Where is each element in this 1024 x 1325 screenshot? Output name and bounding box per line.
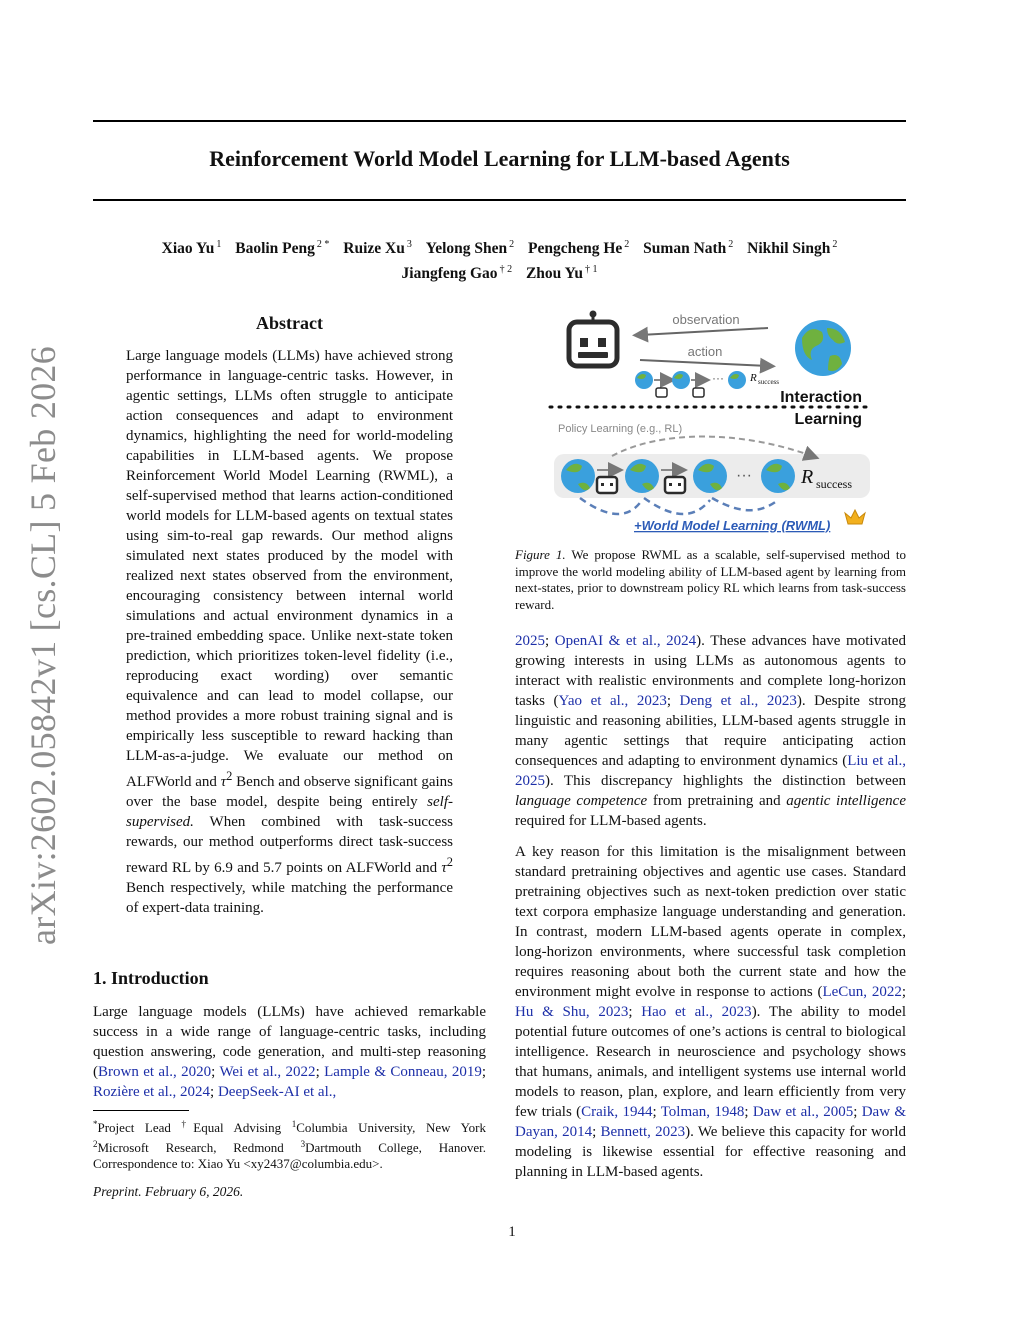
environment-globe-icon [795,320,851,376]
action-label: action [687,344,723,359]
footnote-rule [93,1110,189,1111]
introduction-paragraph: A key reason for this limitation is the misalignment between standard pretraining objectives and agentic use cases. Standard pretraining objectives such as next-token prediction over static text corpora emphasize language understanding and generation. In contrast, modern LLM-based agents operate in complex, long-horizon environments, where successful task completion requires reasoning about both the current state and how the environment might evolve in response to actions (LeCun, 2022; Hu & Shu, 2023; Hao et al., 2023). The ability to model potential future outcomes of one’s actions is central to biological intelligence. Research in neuroscience and psychology shows that humans, animals, and intelligent systems use internal world models to reason, plan, explore, and learn efficiently from very few trials (Craik, 1944; Tolman, 1948; Daw et al., 2005; Daw & Dayan, 2014; Bennett, 2023). We believe this capacity for world modeling is likewise essential for effective reasoning and planning in LLM-based agents. [515,844,907,1180]
figure-1-diagram [540,308,885,540]
citation-link[interactable]: Brown et al., 2020 [98,1064,212,1080]
author: Yelong Shen $^2$ [425,239,515,257]
rwml-dashed-arrow [712,498,778,510]
rwml-dashed-arrow [644,498,710,514]
paper-title: Reinforcement World Model Learning for LLM-based Agents [209,146,790,171]
introduction-heading: 1. Introduction [93,968,209,988]
action-arrow [640,360,768,366]
author: Pengcheng He $^2$ [528,239,630,257]
interaction-learning-label: Learning [794,411,862,428]
citation-link[interactable]: Deng et al., 2023 [679,693,797,709]
policy-learning-label: Policy Learning (e.g., RL) [558,423,683,435]
author: Nikhil Singh $^2$ [747,239,838,257]
citation-link[interactable]: OpenAI & et al., 2024 [554,633,697,649]
citation-link[interactable]: Hao et al., 2023 [641,1004,752,1020]
author: Ruize Xu $^3$ [343,239,412,257]
figure-caption: Figure 1. We propose RWML as a scalable, self-supervised method to improve the world modeling ability of LLM-based agent by learning from next-states, prior to downstream policy RL which learns from task-success reward. [515,547,906,612]
crown-icon [845,510,865,524]
author: Zhou Yu $^{\dagger 1}$ [525,264,598,282]
r-success-small-subscript: success [758,378,779,386]
citation-link[interactable]: Craik, 1944 [581,1104,653,1120]
footnote: *Project Lead †Equal Advising $^1$Columbia University, New York $^2$Microsoft Research, Redmond $^3$Dartmouth College, Hanover. Correspondence to: Xiao Yu <xy2437@columbia.edu>. [93,1119,487,1171]
citation-link[interactable]: LeCun, 2022 [822,984,902,1000]
citation-link[interactable]: Tolman, 1948 [660,1104,745,1120]
ellipsis: ··· [736,467,752,484]
author: Xiao Yu $^1$ [161,239,222,257]
r-success-subscript: success [816,477,852,491]
observation-arrow [640,328,768,335]
author: Baolin Peng $^{2 *}$ [235,239,330,257]
r-success-symbol: R [801,466,814,488]
interaction-learning-label: Interaction [780,389,862,406]
author: Jiangfeng Gao $^{\dagger 2}$ [401,264,513,282]
citation-link[interactable]: Bennett, 2023 [600,1124,686,1140]
abstract-text: Large language models (LLMs) have achieved strong performance in language-centric tasks. However, in agentic settings, LLMs often struggle to anticipate action consequences and adapt to environment dynamics, highlighting the need for world-modeling capabilities in LLM-based agents. We propose Reinforcement World Model Learning (RWML), a self-supervised method that learns action-conditioned world models for LLM-based agents on textual states using sim-to-real gap rewards. Our method aligns simulated next states produced by the model with realized next states observed from the environment, encouraging consistency between internal world simulations and actual environment dynamics in a pre-trained embedding space. Unlike next-state token prediction, which prioritizes token-level fidelity (i.e., reproducing exact wording) over semantic equivalence and can lead to model collapse, our method provides a more robust training signal and is empirically less susceptible to reward hacking than LLM-as-a-judge. We evaluate our method on ALFWorld and $\tau^2$ Bench and observe significant gains over the base model, despite being entirely self-supervised. When combined with task-success rewards, our method outperforms direct task-success reward RL by 6.9 and 5.7 points on ALFWorld and $\tau^2$ Bench respectively, while matching the performance of expert-data training. [126,348,453,916]
title-rule-top [93,120,906,122]
policy-reward-arrow [612,437,812,457]
ellipsis: ··· [712,371,724,385]
agent-robot-icon [569,311,617,367]
citation-link[interactable]: Liu et al., 2025 [515,753,906,789]
abstract-heading: Abstract [256,313,323,333]
page-number: 1 [508,1224,516,1240]
interaction-trajectory [635,371,779,397]
introduction-paragraph: Large language models (LLMs) have achieved remarkable success in a wide range of language-centric tasks, including question answering, code generation, and multi-step reasoning (Brown et al., 2020; Wei et al., 2022; Lample & Conneau, 2019; Rozière et al., 2024; DeepSeek-AI et al., [93,1004,487,1100]
citation-link[interactable]: DeepSeek-AI et al., [217,1084,337,1100]
citation-link[interactable]: Daw et al., 2005 [752,1104,854,1120]
observation-label: observation [672,312,740,327]
citation-link[interactable]: Daw & Dayan, 2014 [515,1104,907,1140]
author-list [93,234,906,284]
author: Suman Nath $^2$ [643,239,734,257]
rwml-label: +World Model Learning (RWML) [634,518,831,533]
citation-link[interactable]: Yao et al., 2023 [558,693,667,709]
citation-link[interactable]: Lample & Conneau, 2019 [324,1064,482,1080]
citation-link[interactable]: Wei et al., 2022 [219,1064,316,1080]
preprint-note: Preprint. February 6, 2026. [93,1184,244,1199]
citation-link[interactable]: Hu & Shu, 2023 [515,1004,629,1020]
arxiv-identifier: arXiv:2602.05842v1 [cs.CL] 5 Feb 2026 [23,345,63,945]
rwml-dashed-arrow [580,498,642,514]
introduction-paragraph: 2025; OpenAI & et al., 2024). These advances have motivated growing interests in using LLMs as autonomous agents to interact with realistic environments and complete long-horizon tasks (Yao et al., 2023; Deng et al., 2023). Despite strong linguistic and reasoning abilities, LLM-based agents struggle in many agentic settings that require anticipating action consequences and adapting to environment dynamics (Liu et al., 2025). This discrepancy highlights the distinction between language competence from pretraining and agentic intelligence required for LLM-based agents. [515,633,907,829]
citation-link[interactable]: Rozière et al., 2024 [93,1084,211,1100]
r-success-small-symbol: R [750,372,757,384]
citation-link[interactable]: 2025 [515,633,545,649]
title-rule-bottom [93,199,906,201]
